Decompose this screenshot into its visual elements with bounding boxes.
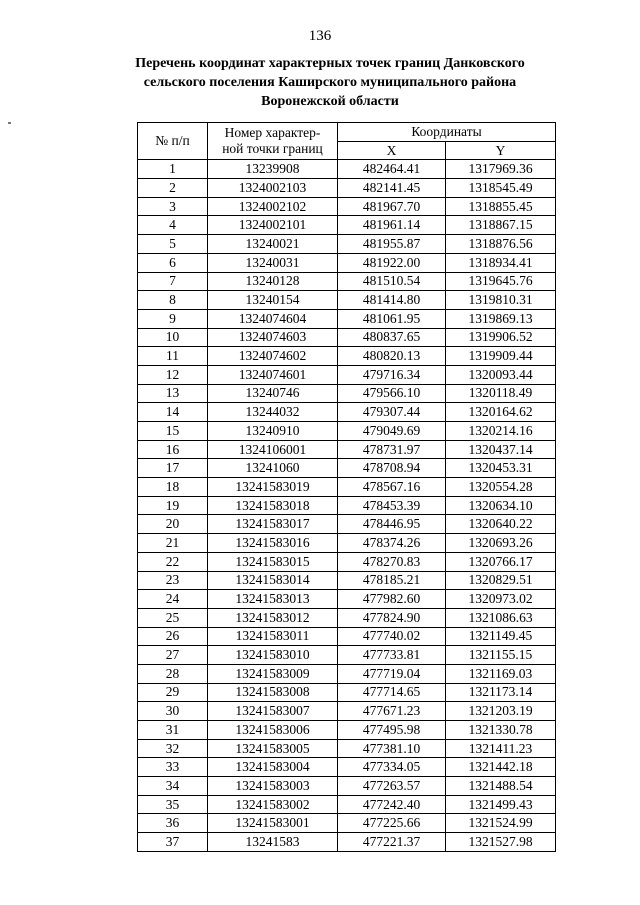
cell-x: 478731.97 <box>338 440 446 459</box>
cell-number: 31 <box>138 721 208 740</box>
cell-point-id: 13240746 <box>208 384 338 403</box>
table-row <box>138 272 556 291</box>
cell-y: 1319869.13 <box>446 309 556 328</box>
cell-number: 1 <box>138 160 208 179</box>
cell-x: 477824.90 <box>338 608 446 627</box>
cell-x: 477733.81 <box>338 646 446 665</box>
cell-y: 1321169.03 <box>446 664 556 683</box>
cell-y: 1320766.17 <box>446 552 556 571</box>
cell-point-id: 1324074604 <box>208 309 338 328</box>
cell-x: 482464.41 <box>338 160 446 179</box>
cell-number: 35 <box>138 795 208 814</box>
cell-number: 10 <box>138 328 208 347</box>
table-row <box>138 795 556 814</box>
cell-number: 16 <box>138 440 208 459</box>
table-row <box>138 422 556 441</box>
cell-x: 477714.65 <box>338 683 446 702</box>
cell-point-id: 13241583008 <box>208 683 338 702</box>
table-body <box>138 160 556 851</box>
header-point-line2: ной точки границ <box>222 141 323 157</box>
table-row <box>138 216 556 235</box>
cell-number: 18 <box>138 478 208 497</box>
cell-y: 1321330.78 <box>446 721 556 740</box>
table-row <box>138 608 556 627</box>
cell-point-id: 1324002103 <box>208 179 338 198</box>
table-row <box>138 235 556 254</box>
cell-point-id: 13239908 <box>208 160 338 179</box>
cell-y: 1320453.31 <box>446 459 556 478</box>
document-title <box>110 54 550 111</box>
header-point <box>208 123 338 160</box>
table-row <box>138 590 556 609</box>
table-row <box>138 646 556 665</box>
cell-x: 477263.57 <box>338 777 446 796</box>
cell-point-id: 13241583015 <box>208 552 338 571</box>
cell-point-id: 13244032 <box>208 403 338 422</box>
title-line: Воронежской области <box>261 94 399 109</box>
cell-point-id: 13241583003 <box>208 777 338 796</box>
cell-y: 1318934.41 <box>446 253 556 272</box>
cell-x: 477242.40 <box>338 795 446 814</box>
cell-point-id: 1324074601 <box>208 365 338 384</box>
header-point-line1: Номер характер- <box>224 125 321 141</box>
title-line: сельского поселения Каширского муниципального района <box>143 75 517 90</box>
page-number: 136 <box>308 28 332 44</box>
table-row <box>138 833 556 852</box>
cell-point-id: 13241583 <box>208 833 338 852</box>
cell-number: 15 <box>138 422 208 441</box>
cell-number: 8 <box>138 291 208 310</box>
table-row <box>138 814 556 833</box>
cell-y: 1321524.99 <box>446 814 556 833</box>
table-row <box>138 478 556 497</box>
cell-number: 3 <box>138 197 208 216</box>
cell-point-id: 13240031 <box>208 253 338 272</box>
cell-y: 1321527.98 <box>446 833 556 852</box>
table-row <box>138 758 556 777</box>
cell-x: 479307.44 <box>338 403 446 422</box>
cell-y: 1318876.56 <box>446 235 556 254</box>
cell-point-id: 13241583018 <box>208 496 338 515</box>
table-row <box>138 683 556 702</box>
cell-y: 1321411.23 <box>446 739 556 758</box>
cell-y: 1319906.52 <box>446 328 556 347</box>
cell-point-id: 13241583012 <box>208 608 338 627</box>
cell-point-id: 13241583006 <box>208 721 338 740</box>
cell-y: 1321499.43 <box>446 795 556 814</box>
cell-number: 2 <box>138 179 208 198</box>
cell-y: 1320973.02 <box>446 590 556 609</box>
table-row <box>138 253 556 272</box>
cell-number: 21 <box>138 534 208 553</box>
cell-point-id: 13241583002 <box>208 795 338 814</box>
table-row <box>138 291 556 310</box>
table-row <box>138 440 556 459</box>
cell-number: 27 <box>138 646 208 665</box>
cell-point-id: 13241060 <box>208 459 338 478</box>
cell-number: 23 <box>138 571 208 590</box>
cell-y: 1321442.18 <box>446 758 556 777</box>
cell-y: 1320640.22 <box>446 515 556 534</box>
cell-x: 477671.23 <box>338 702 446 721</box>
cell-y: 1318545.49 <box>446 179 556 198</box>
coordinates-table <box>137 122 556 852</box>
header-x: X <box>338 141 446 160</box>
cell-point-id: 13241583010 <box>208 646 338 665</box>
cell-number: 36 <box>138 814 208 833</box>
cell-y: 1319645.76 <box>446 272 556 291</box>
scan-mark <box>8 122 11 124</box>
cell-x: 478270.83 <box>338 552 446 571</box>
cell-point-id: 13240128 <box>208 272 338 291</box>
cell-point-id: 13241583007 <box>208 702 338 721</box>
cell-x: 477982.60 <box>338 590 446 609</box>
cell-number: 12 <box>138 365 208 384</box>
header-number: № п/п <box>138 123 208 160</box>
cell-x: 477740.02 <box>338 627 446 646</box>
cell-point-id: 1324106001 <box>208 440 338 459</box>
cell-number: 32 <box>138 739 208 758</box>
cell-y: 1320118.49 <box>446 384 556 403</box>
cell-x: 480820.13 <box>338 347 446 366</box>
cell-x: 477381.10 <box>338 739 446 758</box>
cell-number: 14 <box>138 403 208 422</box>
cell-x: 479716.34 <box>338 365 446 384</box>
cell-point-id: 13241583013 <box>208 590 338 609</box>
table-row <box>138 496 556 515</box>
cell-y: 1321155.15 <box>446 646 556 665</box>
cell-number: 26 <box>138 627 208 646</box>
cell-point-id: 13241583011 <box>208 627 338 646</box>
cell-number: 9 <box>138 309 208 328</box>
table-row <box>138 403 556 422</box>
cell-x: 479566.10 <box>338 384 446 403</box>
table-row <box>138 384 556 403</box>
cell-y: 1320093.44 <box>446 365 556 384</box>
cell-point-id: 13241583001 <box>208 814 338 833</box>
cell-number: 37 <box>138 833 208 852</box>
table-row <box>138 515 556 534</box>
cell-x: 478453.39 <box>338 496 446 515</box>
cell-x: 481955.87 <box>338 235 446 254</box>
cell-y: 1321086.63 <box>446 608 556 627</box>
cell-y: 1320164.62 <box>446 403 556 422</box>
cell-x: 477221.37 <box>338 833 446 852</box>
cell-x: 481922.00 <box>338 253 446 272</box>
cell-x: 477225.66 <box>338 814 446 833</box>
cell-y: 1321149.45 <box>446 627 556 646</box>
cell-y: 1321488.54 <box>446 777 556 796</box>
cell-x: 478374.26 <box>338 534 446 553</box>
cell-x: 480837.65 <box>338 328 446 347</box>
cell-y: 1321173.14 <box>446 683 556 702</box>
table-row <box>138 365 556 384</box>
cell-y: 1320693.26 <box>446 534 556 553</box>
cell-point-id: 1324002101 <box>208 216 338 235</box>
cell-x: 478185.21 <box>338 571 446 590</box>
cell-number: 6 <box>138 253 208 272</box>
table-row <box>138 179 556 198</box>
table-row <box>138 571 556 590</box>
cell-number: 13 <box>138 384 208 403</box>
cell-point-id: 13241583016 <box>208 534 338 553</box>
table-row <box>138 197 556 216</box>
cell-number: 4 <box>138 216 208 235</box>
table-row <box>138 459 556 478</box>
cell-point-id: 1324002102 <box>208 197 338 216</box>
cell-number: 20 <box>138 515 208 534</box>
cell-point-id: 13241583004 <box>208 758 338 777</box>
table-row <box>138 702 556 721</box>
cell-point-id: 1324074602 <box>208 347 338 366</box>
cell-number: 30 <box>138 702 208 721</box>
cell-point-id: 13240021 <box>208 235 338 254</box>
cell-x: 478446.95 <box>338 515 446 534</box>
table-row <box>138 664 556 683</box>
cell-point-id: 13241583019 <box>208 478 338 497</box>
cell-x: 477495.98 <box>338 721 446 740</box>
cell-x: 482141.45 <box>338 179 446 198</box>
table-header <box>138 123 556 160</box>
cell-y: 1320214.16 <box>446 422 556 441</box>
cell-y: 1321203.19 <box>446 702 556 721</box>
cell-number: 19 <box>138 496 208 515</box>
cell-number: 28 <box>138 664 208 683</box>
cell-point-id: 13240154 <box>208 291 338 310</box>
cell-number: 11 <box>138 347 208 366</box>
cell-number: 34 <box>138 777 208 796</box>
cell-x: 477334.05 <box>338 758 446 777</box>
cell-point-id: 1324074603 <box>208 328 338 347</box>
cell-y: 1320437.14 <box>446 440 556 459</box>
table-row <box>138 328 556 347</box>
cell-x: 481961.14 <box>338 216 446 235</box>
cell-number: 24 <box>138 590 208 609</box>
cell-number: 22 <box>138 552 208 571</box>
cell-y: 1320829.51 <box>446 571 556 590</box>
table-row <box>138 777 556 796</box>
cell-y: 1320554.28 <box>446 478 556 497</box>
cell-x: 478708.94 <box>338 459 446 478</box>
table-row <box>138 347 556 366</box>
cell-x: 479049.69 <box>338 422 446 441</box>
cell-y: 1318855.45 <box>446 197 556 216</box>
cell-number: 29 <box>138 683 208 702</box>
cell-x: 481414.80 <box>338 291 446 310</box>
cell-number: 7 <box>138 272 208 291</box>
cell-point-id: 13240910 <box>208 422 338 441</box>
cell-point-id: 13241583014 <box>208 571 338 590</box>
header-coordinates: Координаты <box>338 123 556 142</box>
table-row <box>138 552 556 571</box>
table-row <box>138 739 556 758</box>
cell-x: 477719.04 <box>338 664 446 683</box>
cell-number: 33 <box>138 758 208 777</box>
header-y: Y <box>446 141 556 160</box>
cell-number: 17 <box>138 459 208 478</box>
cell-y: 1319810.31 <box>446 291 556 310</box>
table-row <box>138 721 556 740</box>
cell-x: 481510.54 <box>338 272 446 291</box>
cell-point-id: 13241583009 <box>208 664 338 683</box>
title-line: Перечень координат характерных точек границ Данковского <box>135 56 525 71</box>
cell-x: 481061.95 <box>338 309 446 328</box>
table-row <box>138 309 556 328</box>
table-row <box>138 160 556 179</box>
cell-x: 481967.70 <box>338 197 446 216</box>
cell-y: 1317969.36 <box>446 160 556 179</box>
cell-point-id: 13241583017 <box>208 515 338 534</box>
cell-y: 1320634.10 <box>446 496 556 515</box>
cell-number: 25 <box>138 608 208 627</box>
cell-x: 478567.16 <box>338 478 446 497</box>
cell-y: 1319909.44 <box>446 347 556 366</box>
table-row <box>138 534 556 553</box>
cell-number: 5 <box>138 235 208 254</box>
cell-point-id: 13241583005 <box>208 739 338 758</box>
table-row <box>138 627 556 646</box>
cell-y: 1318867.15 <box>446 216 556 235</box>
